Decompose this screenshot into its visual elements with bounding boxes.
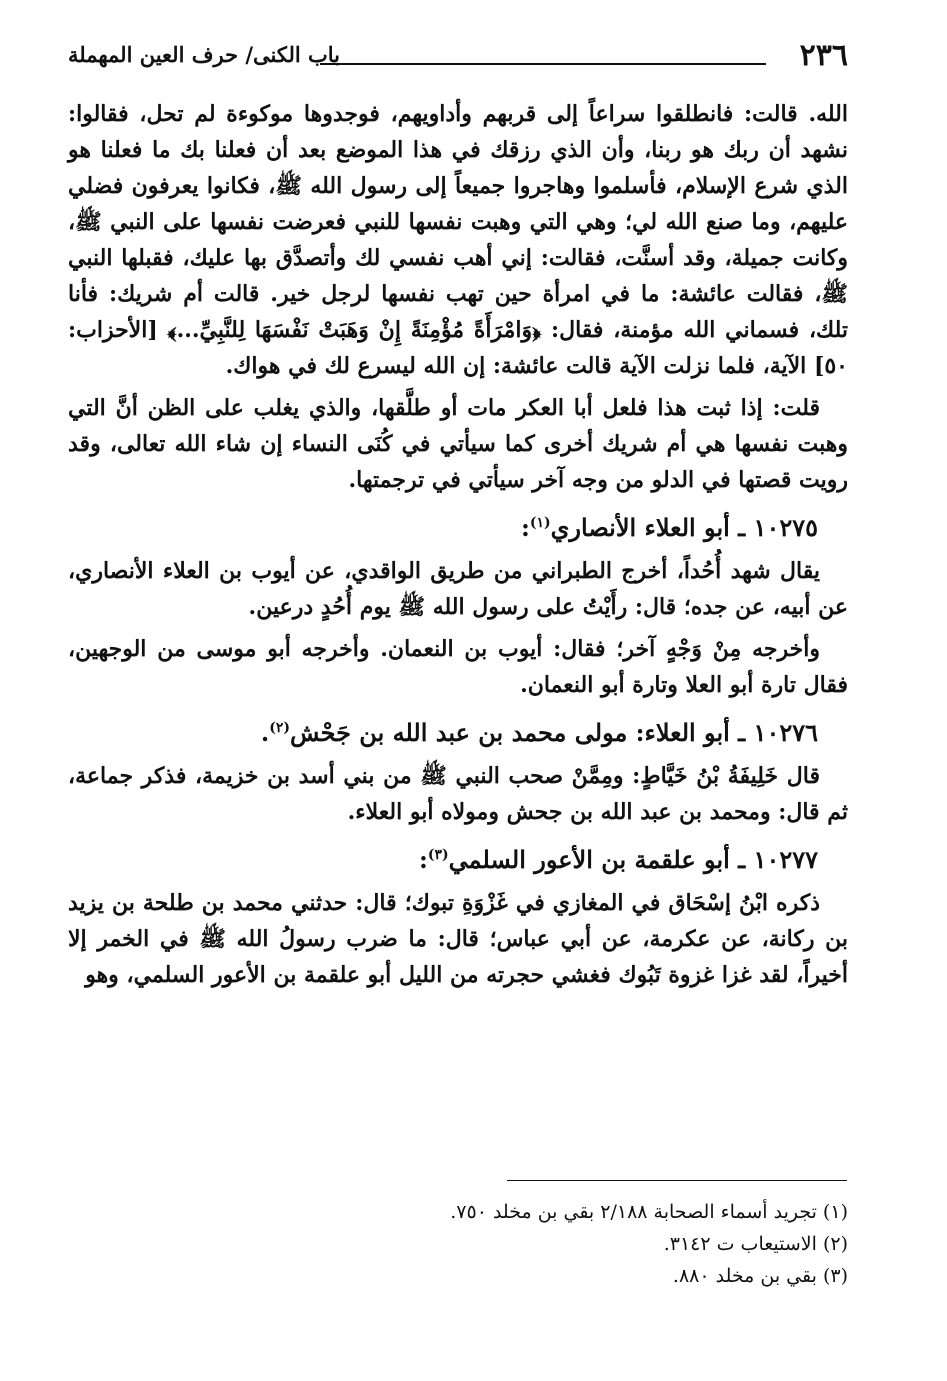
paragraph: ذكره ابْنُ إسْحَاق في المغازي في غَزْوَةِ تبوك؛ قال: حدثني محمد بن طلحة بن يزيد بن ركانة، عن عكرمة، عن أبي عباس؛ قال: ما ضرب رسولُ الله ﷺ في الخمر إلا أخيراً، لقد غزا غزوة تَبُوك فغشي حجرته من الليل أبو علقمة بن الأعور السلمي، وهو <box>68 890 848 988</box>
entry-heading-10275 <box>68 504 818 547</box>
heading-punctuation: . <box>260 718 270 747</box>
footnotes <box>68 1196 848 1292</box>
running-title: باب الكنى/ حرف العين المهملة <box>68 42 341 67</box>
paragraph: قال خَلِيفَةُ بْنُ خَيَّاطٍ: ومِمَّنْ صحب النبي ﷺ من بني أسد بن خزيمة، فذكر جماعة، ثم قال: ومحمد بن عبد الله بن جحش ومولاه أبو العلاء. <box>68 763 848 825</box>
entry-heading-10277 <box>68 836 818 879</box>
heading-punctuation: : <box>419 845 428 874</box>
footnote-ref: (١) <box>529 515 551 531</box>
entry-title: ١٠٢٧٧ ـ أبو علقمة بن الأعور السلمي <box>448 845 818 874</box>
paragraph-author-note: قلت: إذا ثبت هذا فلعل أبا العكر مات أو طلَّقها، والذي يغلب على الظن أنَّ التي وهبت نفسها هي أم شريك أخرى كما سيأتي في كُنَى النساء إن شاء الله تعالى، وقد رويت قصتها في الدلو من وجه آخر سيأتي في ترجمتها. <box>68 395 848 493</box>
page-header <box>68 38 848 78</box>
footnote-ref: (٢) <box>269 720 291 736</box>
entry-title: ١٠٢٧٥ ـ أبو العلاء الأنصاري <box>550 513 818 542</box>
header-rule <box>320 63 766 65</box>
heading-punctuation: : <box>521 513 530 542</box>
footnote: (٣) بقي بن مخلد ٨٨٠. <box>672 1265 848 1287</box>
paragraph: يقال شهد أُحُداً، أخرج الطبراني من طريق الواقدي، عن أيوب بن العلاء الأنصاري، عن أبيه، عن جده؛ قال: رأَيْتُ على رسول الله ﷺ يوم أُحُدٍ درعين. <box>68 558 848 620</box>
paragraph: وأخرجه مِنْ وَجْهٍ آخر؛ فقال: أيوب بن النعمان. وأخرجه أبو موسى من الوجهين، فقال تارة أبو العلا وتارة أبو النعمان. <box>68 636 848 698</box>
footnote-ref: (٣) <box>427 847 449 863</box>
entry-heading-10276 <box>68 709 818 752</box>
main-text <box>68 96 848 999</box>
page-number: ٢٣٦ <box>799 38 848 73</box>
footnote: (٢) الاستيعاب ت ٣١٤٢. <box>663 1233 848 1255</box>
entry-title: ١٠٢٧٦ ـ أبو العلاء: مولى محمد بن عبد الله بن جَحْش <box>290 718 818 747</box>
paragraph-continuation: الله. قالت: فانطلقوا سراعاً إلى قربهم وأداويهم، فوجدوها موكوءة لم تحل، فقالوا: نشهد أن ربك هو ربنا، وأن الذي رزقك في هذا الموضع بعد أن فعلنا بك ما فعلنا هو الذي شرع الإسلام، فأسلموا وهاجروا جميعاً إلى رسول الله ﷺ، فكانوا يعرفون فضلي عليهم، وما صنع الله لي؛ وهي التي وهبت نفسها للنبي فعرضت نفسها على النبي ﷺ، وكانت جميلة، وقد أسنَّت، فقالت: إني أهب نفسي لك وأتصدَّق بها عليك، فقبلها النبي ﷺ، فقالت عائشة: ما في امرأة حين تهب نفسها لرجل خير. قالت أم شريك: فأنا تلك، فسماني الله مؤمنة، فقال: ﴿وَامْرَأَةً مُؤْمِنَةً إِنْ وَهَبَتْ نَفْسَهَا لِلنَّبِيِّ...﴾ [الأحزاب: ٥٠] الآية، فلما نزلت الآية قالت عائشة: إن الله ليسرع لك في هواك. <box>68 101 848 379</box>
footnote: (١) تجريد أسماء الصحابة ٢/١٨٨ بقي بن مخلد ٧٥٠. <box>450 1201 848 1223</box>
footnote-separator <box>507 1180 847 1181</box>
